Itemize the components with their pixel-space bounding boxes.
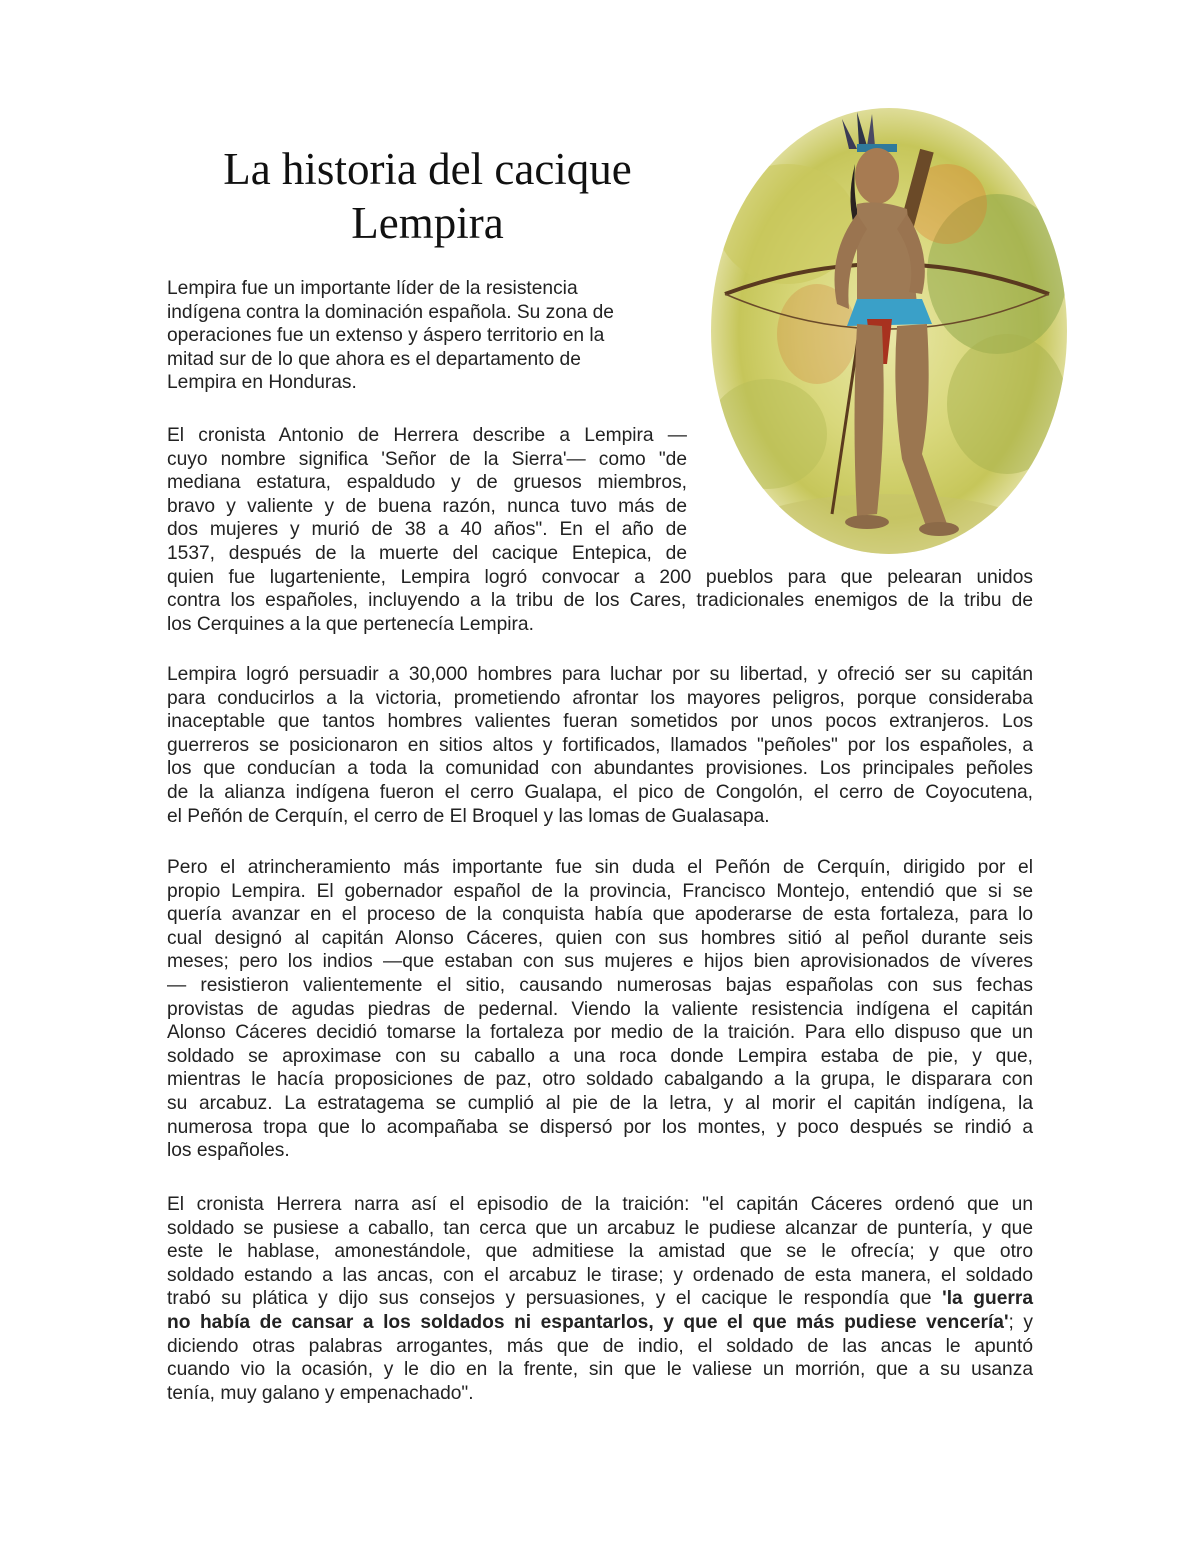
p3-line: de la alianza indígena fueron el cerro Gualapa, el pico de Congolón, el cerro de Coyocutena,	[167, 781, 1033, 803]
p4-line: numerosa tropa que lo acompañaba se dispersó por los montes, y poco después se rindió a	[167, 1116, 1033, 1138]
p3-line: para conducirlos a la victoria, prometiendo afrontar los mayores peligros, porque consideraba	[167, 687, 1033, 709]
p4-line: mientras le hacía proposiciones de paz, otro soldado cabalgando a la grupa, le disparara con	[167, 1069, 1033, 1091]
p5-line-mixed	[167, 1311, 1033, 1335]
p4-line: soldado se aproximase con su caballo a una roca donde Lempira estaba de pie, y que,	[167, 1045, 1033, 1067]
p4-line: provistas de agudas piedras de pedernal. Viendo la valiente resistencia indígena el capitán	[167, 998, 1033, 1020]
p1-line: Lempira en Honduras.	[167, 372, 357, 394]
p4-line: quería avanzar en el proceso de la conquista había que apoderarse de esta fortaleza, para lo	[167, 904, 1033, 926]
p4-line: propio Lempira. El gobernador español de la provincia, Francisco Montejo, entendió que si se	[167, 880, 1033, 902]
p4-line: cual designó al capitán Alonso Cáceres, quien con sus hombres sitió al peñol durante seis	[167, 927, 1033, 949]
p2-line: contra los españoles, incluyendo a la tribu de los Cares, tradicionales enemigos de la tribu de	[167, 590, 1033, 612]
p5-bold-quote: 'la guerra	[942, 1288, 1033, 1310]
p5-line: tenía, muy galano y empenachado".	[167, 1382, 474, 1404]
p2-line: bravo y valiente y de buena razón, nunca tuvo más de	[167, 495, 687, 517]
p5-line: soldado se pusiese a caballo, tan cerca que un arcabuz le pudiese alcanzar de puntería, y que	[167, 1217, 1033, 1239]
p2-line: los Cerquines a la que pertenecía Lempira.	[167, 613, 534, 635]
p2-line: dos mujeres y murió de 38 a 40 años". En el año de	[167, 519, 687, 541]
paragraph-3	[167, 663, 1033, 828]
p2-line: mediana estatura, espaldudo y de gruesos miembros,	[167, 472, 687, 494]
p5-line: este le hablase, amonestándole, que admitiese la amistad que se le ofrecía; y que otro	[167, 1241, 1033, 1263]
p5-line: El cronista Herrera narra así el episodio de la traición: "el capitán Cáceres ordenó que un	[167, 1194, 1033, 1215]
p3-line: Lempira logró persuadir a 30,000 hombres para luchar por su libertad, y ofreció ser su capitán	[167, 664, 1033, 685]
p5-line: soldado estando a las ancas, con el arcabuz le tirase; y ordenado de esta manera, el soldado	[167, 1264, 1033, 1286]
p1-line: mitad sur de lo que ahora es el departamento de	[167, 348, 581, 370]
p4-line: los españoles.	[167, 1140, 290, 1162]
p3-line: el Peñón de Cerquín, el cerro de El Broquel y las lomas de Gualasapa.	[167, 805, 770, 827]
p4-line: meses; pero los indios —que estaban con sus mujeres e hijos bien aprovisionados de víveres	[167, 951, 1033, 973]
p5-text: ; y	[1008, 1311, 1033, 1333]
p5-line: diciendo otras palabras arrogantes, más que de indio, el soldado de las ancas le apuntó	[167, 1335, 1033, 1357]
p5-line: cuando vio la ocasión, y le dio en la frente, sin que le valiese un morrión, que a su usanza	[167, 1359, 1033, 1381]
p3-line: guerreros se posicionaron en sitios altos y fortificados, llamados "peñoles" por los españoles, a	[167, 734, 1033, 756]
p5-text: trabó su plática y dijo sus consejos y persuasiones, y el cacique le respondía que	[167, 1288, 943, 1310]
p4-line: su arcabuz. La estratagema se cumplió al pie de la letra, y al morir el capitán indígena, la	[167, 1092, 1033, 1114]
paragraph-4	[167, 856, 1033, 1163]
p3-line: inaceptable que tantos hombres valientes fueran sometidos por unos pocos extranjeros. Los	[167, 711, 1033, 733]
p3-line: los que conducían a toda la comunidad con abundantes provisiones. Los principales peñoles	[167, 758, 1033, 780]
p1-line: operaciones fue un extenso y áspero territorio en la	[167, 325, 605, 347]
p4-line: Alonso Cáceres decidió tomarse la fortaleza por medio de la traición. Para ello dispuso que un	[167, 1022, 1033, 1044]
title-line-1: La historia del cacique	[223, 144, 632, 194]
p2-line: cuyo nombre significa 'Señor de la Sierra'— como "de	[167, 448, 687, 470]
title-line-2: Lempira	[351, 198, 504, 248]
p5-bold-quote: no había de cansar a los soldados ni espantarlos, y que el que más pudiese vencería'	[167, 1311, 1009, 1333]
p1-line: Lempira fue un importante líder de la resistencia	[167, 278, 578, 299]
paragraph-2	[167, 424, 1033, 636]
p2-line: 1537, después de la muerte del cacique Entepica, de	[167, 542, 687, 564]
paragraph-5	[167, 1193, 1033, 1405]
page-title	[170, 142, 685, 250]
p1-line: indígena contra la dominación española. Su zona de	[167, 301, 614, 323]
paragraph-1	[167, 277, 637, 395]
p2-line: El cronista Antonio de Herrera describe a Lempira —	[167, 425, 687, 446]
p2-line: quien fue lugarteniente, Lempira logró convocar a 200 pueblos para que pelearan unidos	[167, 566, 1033, 588]
p5-line-mixed	[167, 1287, 1033, 1311]
p4-line: Pero el atrincheramiento más importante fue sin duda el Peñón de Cerquín, dirigido por el	[167, 857, 1033, 878]
p4-line: — resistieron valientemente el sitio, causando numerosas bajas españolas con sus fechas	[167, 974, 1033, 996]
